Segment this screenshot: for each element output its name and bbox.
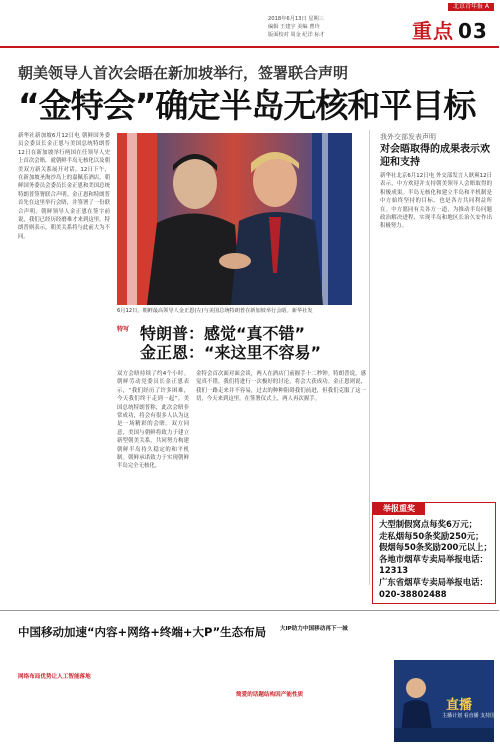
ad-line: 12313 [379,565,409,576]
ad-title: 举报重奖 [373,503,425,515]
sidebar-headline: 对会晤取得的成果表示欢迎和支持 [380,144,490,168]
masthead-info [268,15,398,39]
ad-line: 各地市烟草专卖局举报电话： [379,553,488,564]
ad-line: 020-38802488 [379,588,447,599]
section-name: 重点 [412,19,454,43]
ad-line: 广东省烟草专卖局举报电话： [379,576,488,587]
bottom-subhead-left: 网络布局优势让人工智能落地 [18,674,91,680]
banner-subtitle: 主播计划 看直播 支持国移 [442,713,500,719]
promo-figure-illustration [394,660,494,742]
page-number: 03 [458,19,488,43]
bottom-ad-title: 中国移动加速“内容+网络+终端+大P”生态布局 [18,625,267,639]
tip-off-ad [372,502,496,604]
handshake-photo-illustration [117,133,352,305]
feature-body: 金特会首次面对面会谈，两人在酒店门前握手十二秒钟。特朗普说，感觉真不错，我们将进行一次极好的讨论，将会大获成功。金正恩则说，我们一路走来并不容易，过去的种种阻碍我们前进，但我们克服了这一切，今天来到这里。在签署仪式上，两人再次握手。 [196,371,366,403]
ad-text [379,519,492,600]
feature-headline-line1: 特朗普：感觉“真不错” [140,324,306,343]
section-header [412,15,488,44]
promo-banner [394,660,500,742]
proof-credits: 版面校对 周金 纪洋 标才 [268,32,325,38]
ad-line: 走私烟每50条奖励250元； [379,530,484,541]
feature-headline [140,324,321,362]
main-story-col1: 新华社新加坡6月12日电 朝鲜国务委员会委员长金正恩与美国总统特朗普12日在新加坡举行两国在任领导人史上首次会晤，就朝鲜半岛无核化以及朝美双方新关系展开对话。12日下午，在新加坡圣淘沙岛上的嘉佩乐酒店，朝鲜国务委员会委员长金正恩和美国总统特朗普签署联合声明。金正恩和特朗普首先在这里举行会晤，并签署了一份联合声明。朝鲜领导人金正恩在签字前说，我们已经历经磨难才来到这里。特朗普则表示，朝美关系将与此前大为不同。 [18,133,110,240]
bottom-subhead-mid: 简爱的话题结构因产能性质 [236,692,304,698]
feature-tag: 特写 [117,326,130,333]
main-headline: “金特会”确定半岛无核和平目标 [18,86,476,125]
main-story-col2: 双方会晤持续了约4个小时。朝鲜劳动党委员长金正恩表示，“我们经历了许多困难，今天我们终于走到一起”。美国总统特朗普称，此次会晤非常成功，将会有很多人认为这是一场精彩的会晤。双方同意，美国与朝鲜将致力于建立新型朝美关系，共同努力构建朝鲜半岛持久稳定的和平机制。朝鲜承诺致力于实现朝鲜半岛完全无核化。 [117,371,189,470]
feature-headline-line2: 金正恩：“来这里不容易” [140,343,322,362]
bottom-subhead-right: 大IP助力中国移动再下一城 [280,626,348,632]
ad-line: 大型制假窝点每奖6万元； [379,519,477,529]
summit-photo [117,133,352,305]
column-divider [369,130,370,585]
photo-caption: 6月12日，朝鲜最高领导人金正恩(左)与美国总统特朗普在新加坡举行会晤。新华社发 [117,308,313,314]
issue-date: 2018年6月13日 星期三 [268,16,324,22]
sidebar-body: 新华社北京6月12日电 外交部发言人耿爽12日表示，中方欢迎并支持朝美领导人会晤取得的积极成果。半岛无核化和建立半岛和平机制是中方始终坚持的目标，也是各方共同利益所在。中方愿同有关各方一道，为推动半岛问题政治解决进程、实现半岛和地区长治久安作出积极努力。 [380,173,492,230]
headline-kicker: 朝美领导人首次会晤在新加坡举行，签署联合声明 [18,64,349,82]
paper-logo: 北京青年报 A [448,3,494,11]
masthead-rule [0,46,499,48]
editor-credits: 编辑 王建宇 美编 曹玲 [268,24,320,30]
sidebar-kicker: 我外交部发表声明 [380,133,436,141]
banner-title: 直播 [446,698,473,713]
ad-line: 假烟每50条奖励200元以上； [379,542,492,553]
bottom-rule [0,610,499,611]
